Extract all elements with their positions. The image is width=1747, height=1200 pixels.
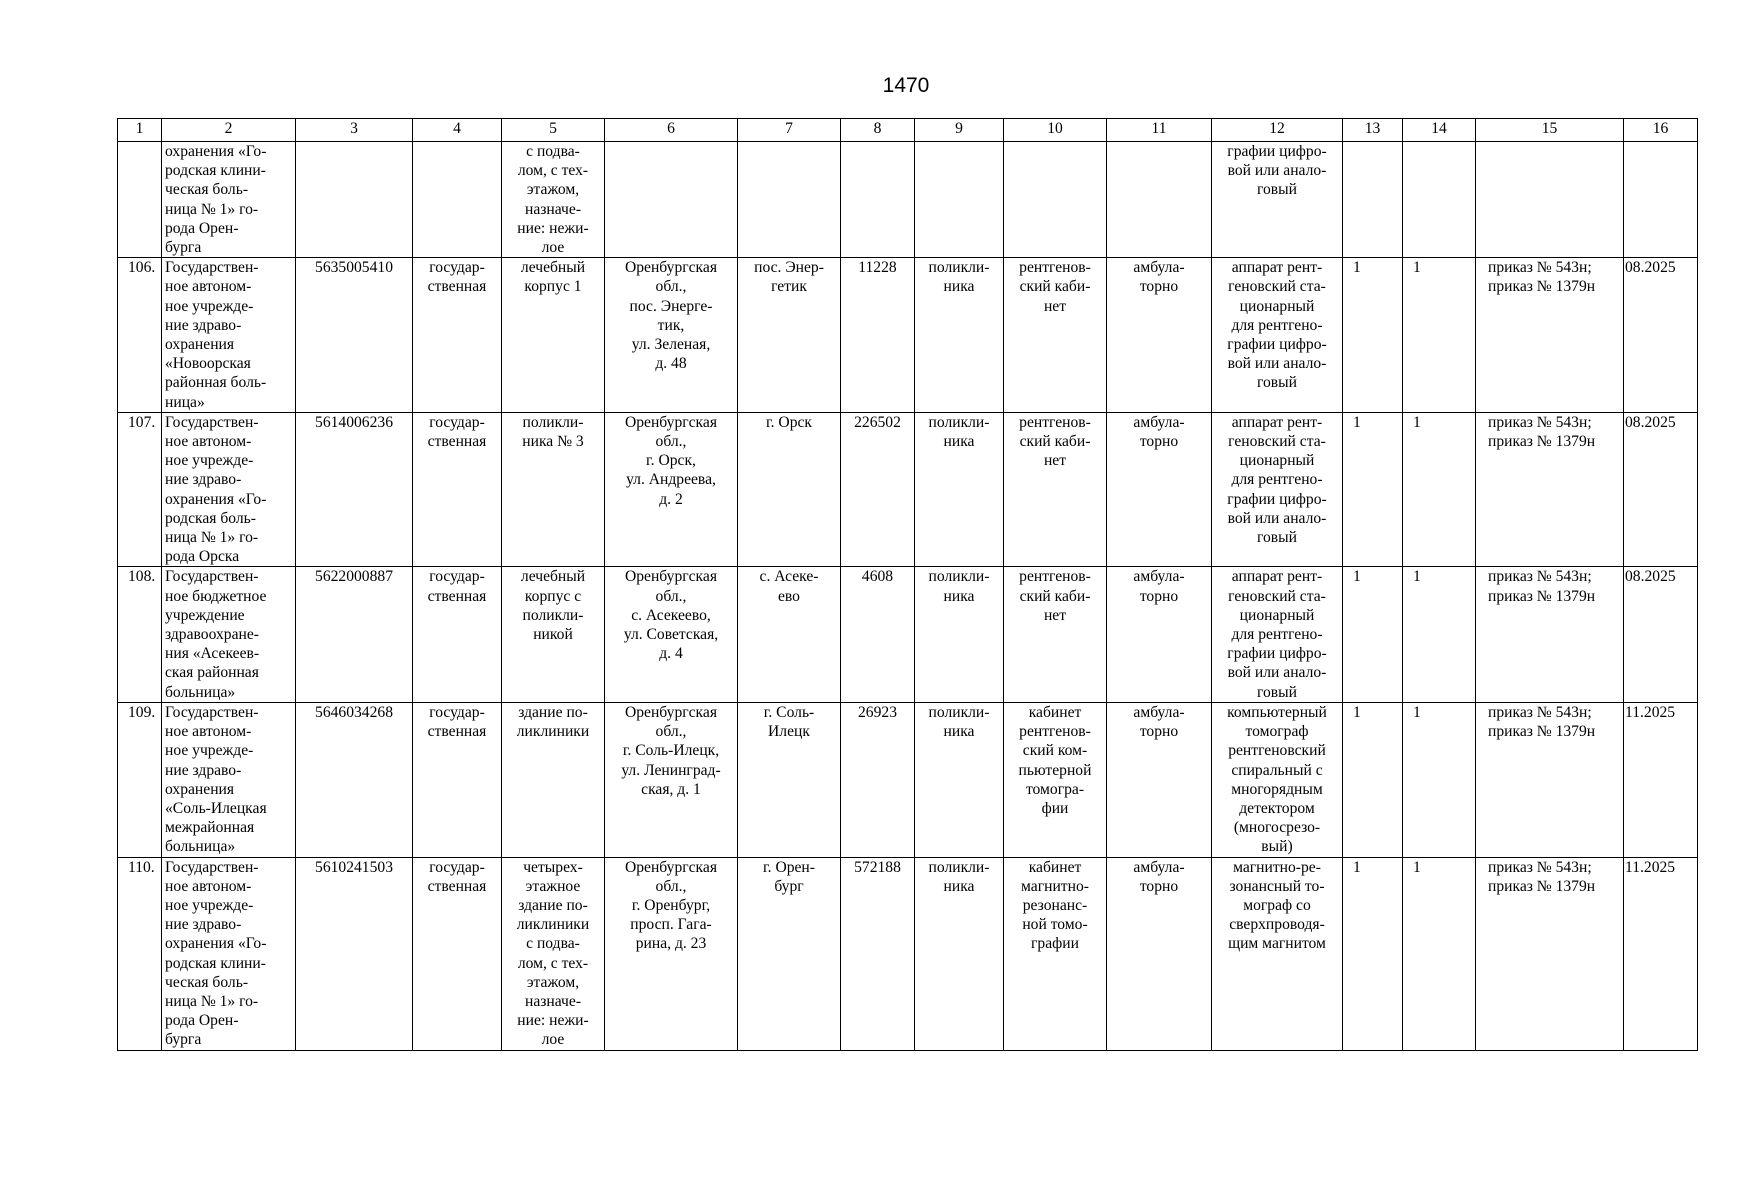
building-cell: поликли- ника № 3 bbox=[502, 412, 605, 567]
room-cell: рентгенов- ский каби- нет bbox=[1004, 258, 1107, 413]
column-number: 5 bbox=[502, 119, 605, 142]
population-cell: 572188 bbox=[841, 857, 915, 1050]
locality-cell: пос. Энер- гетик bbox=[738, 258, 841, 413]
column-number: 11 bbox=[1107, 119, 1212, 142]
basis-cell: приказ № 543н; приказ № 1379н bbox=[1476, 857, 1624, 1050]
facility-cell: поликли- ника bbox=[915, 258, 1004, 413]
locality-cell: с. Асеке- ево bbox=[738, 567, 841, 702]
col13-cell: 1 bbox=[1343, 702, 1403, 857]
org-cell: Государствен- ное автоном- ное учрежде- ние здраво- охранения «Го- родская боль- ница № 1» го- рода Орска bbox=[162, 412, 296, 567]
locality-cell: г. Соль- Илецк bbox=[738, 702, 841, 857]
table-row bbox=[118, 412, 1698, 567]
room-cell bbox=[1004, 142, 1107, 258]
inn-cell: 5614006236 bbox=[296, 412, 413, 567]
date-cell bbox=[1624, 142, 1698, 258]
row-number-cell: 108. bbox=[118, 567, 162, 702]
locality-cell: г. Орен- бург bbox=[738, 857, 841, 1050]
facility-cell: поликли- ника bbox=[915, 412, 1004, 567]
room-cell: кабинет магнитно- резонанс- ной томо- графии bbox=[1004, 857, 1107, 1050]
room-cell: кабинет рентгенов- ский ком- пьютерной томогра- фии bbox=[1004, 702, 1107, 857]
population-cell: 4608 bbox=[841, 567, 915, 702]
column-number: 8 bbox=[841, 119, 915, 142]
basis-cell: приказ № 543н; приказ № 1379н bbox=[1476, 567, 1624, 702]
date-cell: 11.2025 bbox=[1624, 857, 1698, 1050]
equipment-cell: компьютерный томограф рентгеновский спиральный с многорядным детектором (многосрезо- вый) bbox=[1212, 702, 1343, 857]
address-cell: Оренбургская обл., г. Орск, ул. Андреева, д. 2 bbox=[605, 412, 738, 567]
col13-cell bbox=[1343, 142, 1403, 258]
col13-cell: 1 bbox=[1343, 857, 1403, 1050]
room-cell: рентгенов- ский каби- нет bbox=[1004, 412, 1107, 567]
equipment-cell: магнитно-ре- зонансный то- мограф со сверхпроводя- щим магнитом bbox=[1212, 857, 1343, 1050]
col14-cell: 1 bbox=[1403, 412, 1476, 567]
continuation-row bbox=[118, 142, 1698, 258]
inn-cell bbox=[296, 142, 413, 258]
org-cell: Государствен- ное бюджетное учреждение здравоохране- ния «Асекеев- ская районная больница» bbox=[162, 567, 296, 702]
ownership-cell: государ- ственная bbox=[413, 702, 502, 857]
ownership-cell bbox=[413, 142, 502, 258]
table-row bbox=[118, 258, 1698, 413]
col13-cell: 1 bbox=[1343, 567, 1403, 702]
building-cell: здание по- ликлиники bbox=[502, 702, 605, 857]
address-cell: Оренбургская обл., г. Оренбург, просп. Гага- рина, д. 23 bbox=[605, 857, 738, 1050]
column-number: 7 bbox=[738, 119, 841, 142]
building-cell: лечебный корпус 1 bbox=[502, 258, 605, 413]
date-cell: 08.2025 bbox=[1624, 567, 1698, 702]
population-cell bbox=[841, 142, 915, 258]
col14-cell: 1 bbox=[1403, 857, 1476, 1050]
care-cell bbox=[1107, 142, 1212, 258]
care-cell: амбула- торно bbox=[1107, 857, 1212, 1050]
equipment-cell: аппарат рент- геновский ста- ционарный для рентгено- графии цифро- вой или анало- говый bbox=[1212, 258, 1343, 413]
table-row bbox=[118, 702, 1698, 857]
basis-cell: приказ № 543н; приказ № 1379н bbox=[1476, 258, 1624, 413]
inn-cell: 5646034268 bbox=[296, 702, 413, 857]
care-cell: амбула- торно bbox=[1107, 567, 1212, 702]
building-cell: с подва- лом, с тех- этажом, назначе- ние: нежи- лое bbox=[502, 142, 605, 258]
row-number-cell: 107. bbox=[118, 412, 162, 567]
ownership-cell: государ- ственная bbox=[413, 567, 502, 702]
column-number: 4 bbox=[413, 119, 502, 142]
org-cell: Государствен- ное автоном- ное учрежде- ние здраво- охранения «Соль-Илецкая межрайонная больница» bbox=[162, 702, 296, 857]
facility-cell: поликли- ника bbox=[915, 857, 1004, 1050]
address-cell bbox=[605, 142, 738, 258]
date-cell: 08.2025 bbox=[1624, 412, 1698, 567]
facility-cell bbox=[915, 142, 1004, 258]
inn-cell: 5635005410 bbox=[296, 258, 413, 413]
column-number: 10 bbox=[1004, 119, 1107, 142]
column-number: 14 bbox=[1403, 119, 1476, 142]
ownership-cell: государ- ственная bbox=[413, 412, 502, 567]
col14-cell bbox=[1403, 142, 1476, 258]
population-cell: 226502 bbox=[841, 412, 915, 567]
inn-cell: 5622000887 bbox=[296, 567, 413, 702]
equipment-cell: графии цифро- вой или анало- говый bbox=[1212, 142, 1343, 258]
room-cell: рентгенов- ский каби- нет bbox=[1004, 567, 1107, 702]
page-number: 1470 bbox=[882, 74, 930, 97]
ownership-cell: государ- ственная bbox=[413, 258, 502, 413]
column-number: 2 bbox=[162, 119, 296, 142]
col14-cell: 1 bbox=[1403, 567, 1476, 702]
ownership-cell: государ- ственная bbox=[413, 857, 502, 1050]
locality-cell bbox=[738, 142, 841, 258]
date-cell: 08.2025 bbox=[1624, 258, 1698, 413]
row-number-cell: 110. bbox=[118, 857, 162, 1050]
org-cell: Государствен- ное автоном- ное учрежде- ние здраво- охранения «Го- родская клини- ческая боль- ница № 1» го- рода Орен- бурга bbox=[162, 857, 296, 1050]
basis-cell: приказ № 543н; приказ № 1379н bbox=[1476, 412, 1624, 567]
register-table bbox=[117, 118, 1698, 1051]
column-number: 13 bbox=[1343, 119, 1403, 142]
facility-cell: поликли- ника bbox=[915, 567, 1004, 702]
col14-cell: 1 bbox=[1403, 702, 1476, 857]
col14-cell: 1 bbox=[1403, 258, 1476, 413]
address-cell: Оренбургская обл., с. Асекеево, ул. Советская, д. 4 bbox=[605, 567, 738, 702]
col13-cell: 1 bbox=[1343, 258, 1403, 413]
facility-cell: поликли- ника bbox=[915, 702, 1004, 857]
table-row bbox=[118, 857, 1698, 1050]
basis-cell: приказ № 543н; приказ № 1379н bbox=[1476, 702, 1624, 857]
basis-cell bbox=[1476, 142, 1624, 258]
column-number: 15 bbox=[1476, 119, 1624, 142]
continuation-num-cell bbox=[118, 142, 162, 258]
org-cell: Государствен- ное автоном- ное учрежде- ние здраво- охранения «Новоорская районная боль- ница» bbox=[162, 258, 296, 413]
care-cell: амбула- торно bbox=[1107, 702, 1212, 857]
col13-cell: 1 bbox=[1343, 412, 1403, 567]
table-body bbox=[118, 119, 1698, 1051]
org-cell: охранения «Го- родская клини- ческая боль- ница № 1» го- рода Орен- бурга bbox=[162, 142, 296, 258]
building-cell: лечебный корпус с поликли- никой bbox=[502, 567, 605, 702]
locality-cell: г. Орск bbox=[738, 412, 841, 567]
care-cell: амбула- торно bbox=[1107, 412, 1212, 567]
inn-cell: 5610241503 bbox=[296, 857, 413, 1050]
equipment-cell: аппарат рент- геновский ста- ционарный для рентгено- графии цифро- вой или анало- говый bbox=[1212, 412, 1343, 567]
column-number: 1 bbox=[118, 119, 162, 142]
column-number: 12 bbox=[1212, 119, 1343, 142]
column-number: 9 bbox=[915, 119, 1004, 142]
table-row bbox=[118, 567, 1698, 702]
population-cell: 26923 bbox=[841, 702, 915, 857]
care-cell: амбула- торно bbox=[1107, 258, 1212, 413]
population-cell: 11228 bbox=[841, 258, 915, 413]
address-cell: Оренбургская обл., пос. Энерге- тик, ул. Зеленая, д. 48 bbox=[605, 258, 738, 413]
row-number-cell: 109. bbox=[118, 702, 162, 857]
column-number: 6 bbox=[605, 119, 738, 142]
building-cell: четырех- этажное здание по- ликлиники с подва- лом, с тех- этажом, назначе- ние: нежи- лое bbox=[502, 857, 605, 1050]
address-cell: Оренбургская обл., г. Соль-Илецк, ул. Ленинград- ская, д. 1 bbox=[605, 702, 738, 857]
date-cell: 11.2025 bbox=[1624, 702, 1698, 857]
column-number-row bbox=[118, 119, 1698, 142]
row-number-cell: 106. bbox=[118, 258, 162, 413]
column-number: 16 bbox=[1624, 119, 1698, 142]
equipment-cell: аппарат рент- геновский ста- ционарный для рентгено- графии цифро- вой или анало- говый bbox=[1212, 567, 1343, 702]
column-number: 3 bbox=[296, 119, 413, 142]
